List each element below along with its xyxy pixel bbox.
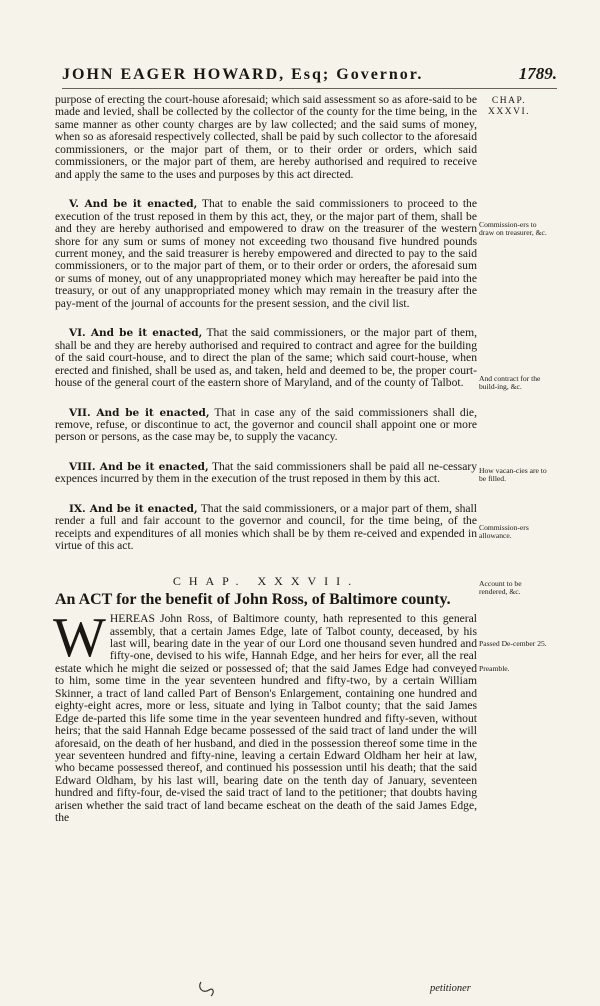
margin-note-allowance: Commission-ers allowance. bbox=[479, 523, 529, 541]
drop-cap: W bbox=[53, 607, 106, 670]
section-clause: V. And be it enacted, bbox=[69, 198, 198, 211]
paragraph-text: purpose of erecting the court-house aforesaid; which said assessment so as afore-said to be made and levied, shall be collected by the collector of the county for the time being, in the same manner as other county charges are by law collected; and the said sums of money, when so as aforesaid respectively collected, shall be paid by such collector to the aforesaid commissioners, or the major part of them, or to their order or orders, which said commissioners, or the major part of them, are hereby authorised and required to receive and apply the same to the uses and purposes by this act directed. bbox=[55, 93, 477, 181]
margin-note-preamble: Preamble. bbox=[479, 664, 510, 673]
section-viii bbox=[55, 461, 477, 486]
section-text: That the said commissioners, or the major part of them, shall be and they are hereby authorised and required to contract and agree for the building of the said court-house, and to direct the plan of the same; which said court-house, when erected and finished, shall be used as, and taken, held and deemed to be, the proper court-house of the general court of the eastern shore of Maryland, and of the county of Talbot. bbox=[55, 326, 477, 390]
section-text: That the said commissioners, or a major part of them, shall render a full and fair account to the governor and council, for the time being, of the receipts and expenditures of all monies which shall be by them re-ceived and expended in virtue of this act. bbox=[55, 501, 478, 553]
margin-note-contract: And contract for the build-ing, &c. bbox=[479, 374, 541, 392]
chapter-heading: CHAP. XXXVII. bbox=[172, 573, 360, 588]
margin-note-vacancies: How vacan-cies are to be filled. bbox=[479, 466, 547, 484]
section-text: That in case any of the said commissioners shall die, remove, refuse, or discontinue to act, the governor and council shall appoint one or more person or persons, as the case may be, to supply the vacancy. bbox=[55, 405, 477, 444]
section-text: That to enable the said commissioners to proceed to the execution of the trust reposed in them by this act, they, or the major part of them, shall be and they are hereby authorised and empowered to draw on the treasurer of the western shore for any sum or sums of money not exceeding two thousand five hundred pounds current money, and the said treasurer is hereby empowered and directed to pay to the said commissioners, or to the major part of them, or to their order or orders, the aforesaid sum or sums of money, out of any unappropriated money which may hereafter be paid into the treasury, or out of any unappropriated money which may remain in the treasury after the pay-ment of the journal of accounts for the present session, and the civil list. bbox=[55, 197, 477, 310]
section-clause: VII. And be it enacted, bbox=[69, 406, 210, 419]
paragraph-continuation bbox=[55, 94, 477, 181]
margin-note-commissioners: Commission-ers to draw on treasurer, &c. bbox=[479, 220, 547, 238]
catchword: petitioner bbox=[430, 983, 471, 994]
section-clause: IX. And be it enacted, bbox=[69, 502, 198, 515]
text-body bbox=[55, 94, 477, 825]
section-text: That the said commissioners shall be paid all ne-cessary expences incurred by them in the execution of the trust reposed in them by this act. bbox=[55, 459, 477, 486]
section-vi bbox=[55, 327, 477, 389]
margin-note-passed: Passed De-cember 25. bbox=[479, 639, 547, 648]
section-clause: VIII. And be it enacted, bbox=[69, 460, 209, 473]
section-clause: VI. And be it enacted, bbox=[69, 327, 203, 340]
header-year: 1789. bbox=[518, 64, 557, 83]
running-header bbox=[62, 66, 557, 89]
act-title: An ACT for the benefit of John Ross, of Baltimore county. bbox=[55, 591, 451, 609]
section-vii bbox=[55, 407, 477, 444]
section-ix bbox=[55, 503, 477, 553]
margin-note-chap: CHAP. XXXVI. bbox=[488, 96, 530, 117]
section-v bbox=[55, 198, 477, 310]
preamble-text: HEREAS John Ross, of Baltimore county, hath represented to this general assembly, that a certain James Edge, late of Talbot county, deceased, by his last will, bearing date in the year of our Lord one thousand seven hundred and fifty-one, devised to his wife, Hannah Edge, and her heirs for ever, all the real estate which he might die seized or possessed of; that the said James Edge had conveyed to him, some time in the year seventeen hundred and fifty-two, by a certain William Skinner, a tract of land called Part of Benson's Enlargement, containing one hundred and eighty-eight acres, more or less, situate and lying in Talbot county; that the said James Edge de-parted this life some time in the year seventeen hundred and fifty-seven, without heirs; that the said Hannah Edge became possessed of the said tract of land under the will aforesaid, on the death of her husband, and died in the possession thereof some time in the year seventeen hundred and fifty-nine, leaving a certain Edward Oldham her heir at law, who became possessed thereof, and continued his possession until his death; that the said Edward Oldham, by his last will, bearing date on the tenth day of January, seventeen hundred and fifty-four, de-vised the said tract of land to the petitioner; that doubts having arisen whether the said tract of land became escheat on the death of the said James Edge, the bbox=[55, 612, 477, 825]
margin-note-account: Account to be rendered, &c. bbox=[479, 579, 522, 597]
act-preamble bbox=[53, 607, 477, 825]
header-title: JOHN EAGER HOWARD, Esq; Governor. bbox=[62, 66, 424, 83]
signature-mark bbox=[195, 978, 239, 998]
